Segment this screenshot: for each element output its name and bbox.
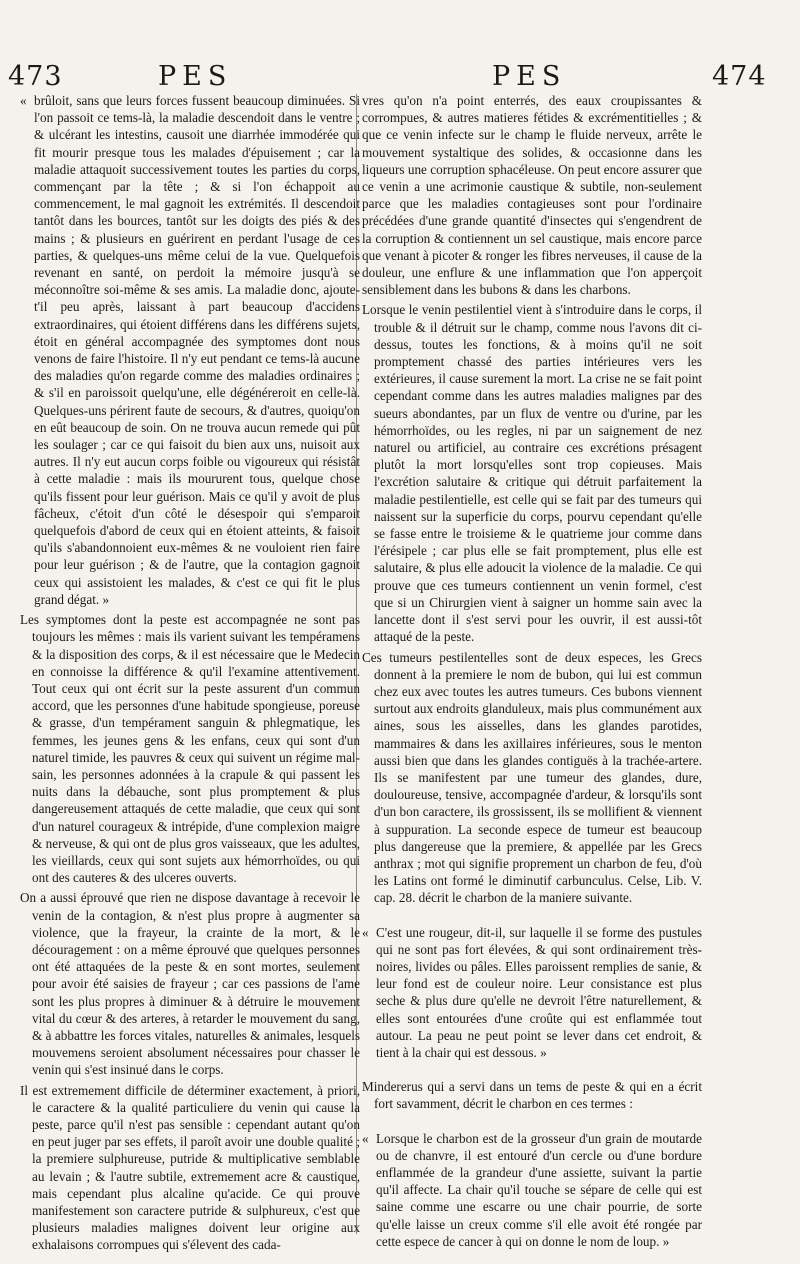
headword-left: PES xyxy=(158,61,233,92)
right-column xyxy=(362,92,702,1253)
paragraph-quote: « brûloit, sans que leurs forces fussent beaucoup diminuées. Si l'on passoit ce tems-là, la maladie descendoit dans le ventre ; & ulcérant les intestins, causoit une diarrhée immodérée qui fit mourir presque tous les malades d'épuisement ; car la maladie attaquoit successivement toutes les parties du corps, commençant par la tête ; & si l'on échappoit au commencement, le mal gagnoit les extrémités. Il descendoit tantôt dans les bources, tantôt sur les doigts des piés & des mains ; & plusieurs en guérirent en perdant l'usage de ces parties, & quelques-uns même celui de la vue. Quelquefois revenant en santé, on perdoit la mémoire jusqu'à se méconnoître soi-même & ses amis. La maladie donc, ajoute-t'il peu après, laissant à part beaucoup d'accidens extraordinaires, qui étoient différens dans les différens sujets, étoit en général accompagnée des symptomes dont nous venons de faire l'histoire. Il n'y eut pendant ce tems-là aucune des maladies qu'on regarde comme des maladies ordinaires ; & s'il en paroissoit quelqu'une, elle dégénéreroit en celle-là. Quelques-uns périrent faute de secours, & d'autres, quoiqu'on en eût beaucoup de soin. On ne trouva aucun remede qui pût les soulager ; car ce qui faisoit du bien aux uns, nuisoit aux autres. Il n'y eut aucun corps foible ou vigoureux qui résistât à cette maladie : mais ils moururent tous, quelque chose qu'ils fissent pour leur guérison. Mais ce qu'il y avoit de plus fâcheux, c'étoit d'un côté le désespoir qui s'emparoit quelquefois d'abord de ceux qui en étoient atteints, & faisoit qu'ils s'abandonnoient eux-mêmes & ne vouloient rien faire pour leur guérison ; & de l'autre, que la contagion gagnoit ceux qui assistoient les malades, & c'est ce qui fit le plus grand dégat. » xyxy=(20,92,360,608)
spacer xyxy=(362,1064,702,1078)
page-number-right: 474 xyxy=(712,61,767,92)
paragraph-quote: « C'est une rougeur, dit-il, sur laquelle il se forme des pustules qui ne sont pas fort élevées, & qui sont ordinairement très-noires, livides ou pâles. Elles paroissent remplies de sanie, & leur fond est de couleur noire. Leur consistance est plus seche & plus dure qu'elle ne devroit l'être naturellement, & elles sont entourées d'une croûte qui est enflammée tout autour. La peau ne peut point se lever dans cet endroit, & tient à la chair qui est dessous. » xyxy=(362,924,702,1062)
paragraph: Ces tumeurs pestilentelles sont de deux especes, les Grecs donnent à la premiere le nom de bubon, qui lui est commun chez eux avec toutes les autres tumeurs. Ces bubons viennent surtout aux endroits glanduleux, mais plus communément aux aines, sous les aisselles, dans les glandes parotides, mammaires & dans les axillaires inférieures, sous le menton aussi bien que dans les glandes contiguës à la trachée-artere. Ils se manifestent par une tumeur des glandes, dure, douloureuse, tensive, accompagnée d'ardeur, & lorsqu'ils sont d'un bon caractere, ils grossissent, ils se mollifient & viennent à suppuration. La seconde espece de tumeur est beaucoup plus dangereuse que la premiere, & appellée par les Grecs anthrax ; mot qui signifie proprement un charbon de feu, d'où les Latins ont formé le diminutif carbunculus. Celse, Lib. V. cap. 28. décrit le charbon de la maniere suivante. xyxy=(362,649,702,906)
paragraph: Les symptomes dont la peste est accompagnée ne sont pas toujours les mêmes : mais ils varient suivant les tempéramens & la disposition des corps, & il est nécessaire que le Medecin en connoisse la différence & qu'il l'examine attentivement. Tout ceux qui ont écrit sur la peste assurent d'un commun accord, que les personnes d'une habitude spongieuse, poreuse & grasse, d'un tempérament sanguin & phlegmatique, les femmes, les jeunes gens & les enfans, ceux qui sont d'un naturel timide, les pauvres & ceux qui suivent un régime mal-sain, les personnes adonnées à la crapule & qui passent les nuits dans la débauche, sont plus promptement & plus dangereusement attaqués de cette maladie, que ceux qui sont d'un naturel courageux & intrépide, d'une complexion maigre & nerveuse, & qui ont de plus gros vaisseaux, que les adultes, les vieillards, ceux qui sont sujets aux hémorrhoïdes, ou qui ont des cauteres & des ulceres ouverts. xyxy=(20,612,360,886)
page-number-left: 473 xyxy=(8,61,63,92)
paragraph: Mindererus qui a servi dans un tems de peste & qui en a écrit fort savamment, décrit le charbon en ces termes : xyxy=(362,1079,702,1112)
left-column xyxy=(20,92,360,1257)
paragraph-quote: « Lorsque le charbon est de la grosseur d'un grain de moutarde ou de chanvre, il est entouré d'un cercle ou d'une bordure enflammée de la grandeur d'une assiette, suivant la partie qu'il affecte. La chair qu'il touche se sépare de celle qui est saine comme une escarre ou une chair pourrie, de sorte qu'elle laisse un creux comme s'il elle avoit été rongée par cette espece de cancer à qui on donne le nom de loup. » xyxy=(362,1130,702,1250)
paragraph: Lorsque le venin pestilentiel vient à s'introduire dans le corps, il trouble & il détruit sur le champ, comme nous l'avons dit ci-dessus, toutes les fonctions, & à moins qu'il ne soit promptement chassé des parties intérieures vers les extérieures, il cause surement la mort. La crise ne se fait point cependant comme dans les autres maladies malignes par des sueurs abondantes, par un flux de ventre ou d'urine, par les hémorrhoïdes, ou les regles, ni par un saignement de nez naturel ou artificiel, au contraire ces excrétions présagent plutôt la mort lorsqu'elles sont trop copieuses. Mais l'excrétion salutaire & critique qui détruit parfaitement la maladie pestilentielle, est celle qui se fait par des tumeurs qui naissent sur la superficie du corps, pourvu cependant qu'elle se fasse entre le troisieme & le quatrieme jour comme dans l'érésipele ; car plus elle se fait promptement, plus elle est salutaire, & plus elle adoucit la violence de la maladie. Ce qui prouve que ces tumeurs contiennent un venin formel, c'est que si un Chirurgien vient à saigner un homme sain avec la lancette dont il s'est servi pour les ouvrir, il est aussi-tôt attaqué de la peste. xyxy=(362,302,702,645)
spacer xyxy=(362,910,702,924)
headword-right: PES xyxy=(492,61,567,92)
spacer xyxy=(362,1116,702,1130)
paragraph: Il est extremement difficile de déterminer exactement, à priori, le caractere & la qualité particuliere du venin qui cause la peste, parce qu'il n'est pas sensible : cependant autant qu'on en peut juger par ses effets, il paroît avoir une double qualité ; la premiere sulphureuse, putride & multiplicative semblable au levain ; & l'autre subtile, extremement acre & caustique, mais cependant plus alcaline qu'acide. Ce qui prouve manifestement son caractere putride & sulphureux, c'est que plusieurs maladies malignes doivent leur origine aux exhalaisons corrompues qui s'élevent des cada- xyxy=(20,1082,360,1253)
paragraph: vres qu'on n'a point enterrés, des eaux croupissantes & corrompues, & autres matieres fétides & excrémentitielles ; & que ce venin infecte sur le champ le fluide nerveux, arrête le mouvement systaltique des solides, & occasionne dans les liqueurs une corruption sphacéleuse. On peut encore assurer que ce venin a une acrimonie caustique & subtile, non-seulement parce que les maladies contagieuses sont pour l'ordinaire précédées d'une grande quantité d'insectes qui s'engendrent de la corruption & contiennent un sel caustique, mais encore parce que venant à picoter & ronger les fibres nerveuses, il cause de la douleur, une enflure & une inflammation que l'on apperçoit sensiblement dans les bubons & dans les charbons. xyxy=(362,93,702,298)
paragraph: On a aussi éprouvé que rien ne dispose davantage à recevoir le venin de la contagion, & n'est plus propre à augmenter sa violence, que la frayeur, la crainte de la mort, & le découragement : on a même éprouvé que quelques personnes ont été attaquées de la peste & en sont mortes, seulement pour avoir été saisies de frayeur ; car ces passions de l'ame sont les plus propres à diminuer & à détruire le mouvement vital du cœur & des arteres, à retarder le mouvement du sang, & à abbattre les forces vitales, naturelles & animales, lesquels mouvemens seroient absolument nécessaires pour chasser le venin qui s'est insinué dans le corps. xyxy=(20,890,360,1078)
